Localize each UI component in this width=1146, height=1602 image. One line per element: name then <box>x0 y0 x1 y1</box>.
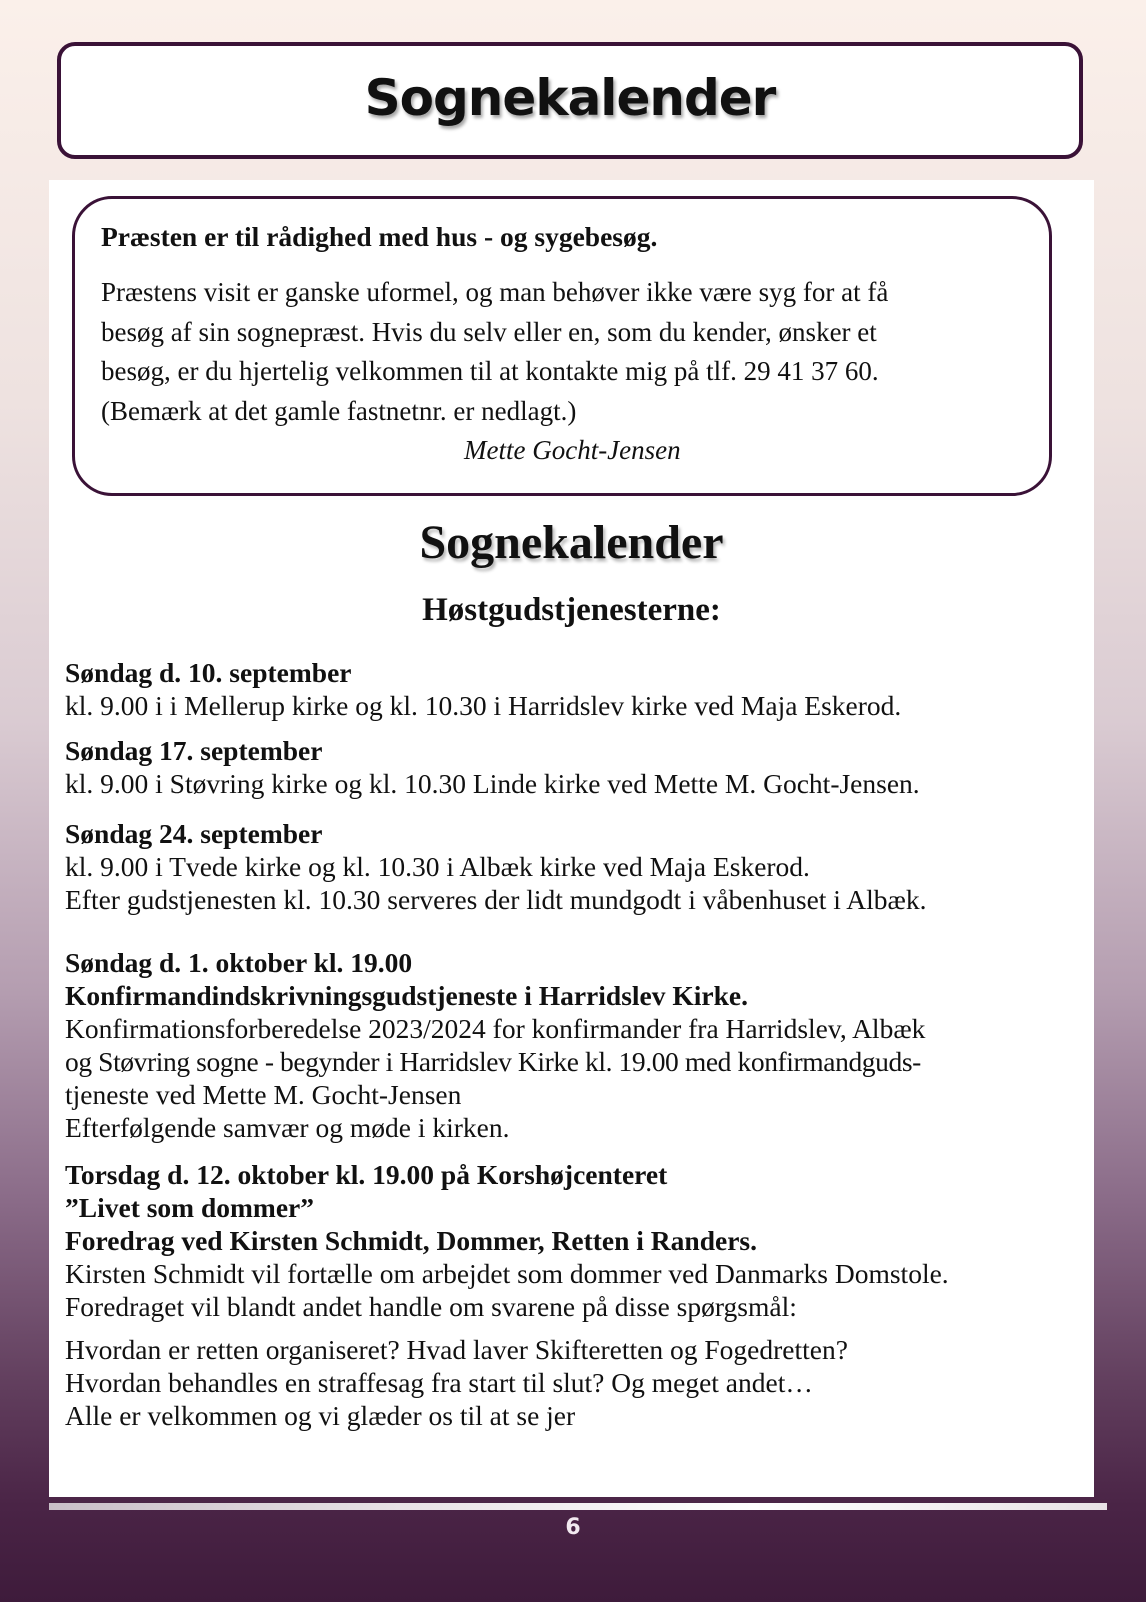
event-heading: Konfirmandindskrivningsgudstjeneste i Harridslev Kirke. <box>65 980 748 1011</box>
event-line: og Støvring sogne - begynder i Harridslev Kirke kl. 19.00 med konfirmandguds- <box>65 1046 921 1077</box>
event-item <box>65 817 1090 916</box>
event-line: Hvordan er retten organiseret? Hvad laver Skifteretten og Fogedretten? <box>65 1334 848 1365</box>
calendar-title: Sognekalender <box>419 516 724 569</box>
event-line: tjeneste ved Mette M. Gocht-Jensen <box>65 1079 462 1110</box>
event-line: Efterfølgende samvær og møde i kirken. <box>65 1112 510 1143</box>
event-line: kl. 9.00 i i Mellerup kirke og kl. 10.30 i Harridslev kirke ved Maja Eskerod. <box>65 690 902 721</box>
event-line: Foredraget vil blandt andet handle om svarene på disse spørgsmål: <box>65 1291 797 1322</box>
event-line: Hvordan behandles en straffesag fra start til slut? Og meget andet… <box>65 1367 813 1398</box>
event-line: Kirsten Schmidt vil fortælle om arbejdet som dommer ved Danmarks Domstole. <box>65 1258 949 1289</box>
event-heading: ”Livet som dommer” <box>65 1192 314 1223</box>
event-item <box>65 656 1090 722</box>
calendar-subtitle: Høstgudstjenesterne: <box>422 592 721 628</box>
page-content <box>49 180 1094 1497</box>
visit-line: besøg, er du hjertelig velkommen til at kontakte mig på tlf. 29 41 37 60. <box>101 356 879 386</box>
footer-divider <box>49 1503 1107 1510</box>
visit-signature: Mette Gocht-Jensen <box>464 435 681 465</box>
event-item <box>65 1333 1090 1432</box>
event-heading: Søndag 17. september <box>65 735 323 766</box>
header-box <box>57 42 1083 159</box>
event-item <box>65 1158 1090 1323</box>
event-line: Konfirmationsforberedelse 2023/2024 for konfirmander fra Harridslev, Albæk <box>65 1013 926 1044</box>
event-line: kl. 9.00 i Støvring kirke og kl. 10.30 Linde kirke ved Mette M. Gocht-Jensen. <box>65 768 920 799</box>
event-heading: Søndag d. 1. oktober kl. 19.00 <box>65 947 413 978</box>
event-line: Alle er velkommen og vi glæder os til at se jer <box>65 1400 576 1431</box>
event-heading: Torsdag d. 12. oktober kl. 19.00 på Korshøjcenteret <box>65 1159 668 1190</box>
event-line: kl. 9.00 i Tvede kirke og kl. 10.30 i Albæk kirke ved Maja Eskerod. <box>65 851 810 882</box>
visit-line: Præstens visit er ganske uformel, og man behøver ikke være syg for at få <box>101 277 889 307</box>
header-title: Sognekalender <box>364 68 776 127</box>
page-number: 6 <box>565 1515 581 1540</box>
event-item <box>65 946 1090 1144</box>
event-heading: Søndag d. 10. september <box>65 657 352 688</box>
event-heading: Foredrag ved Kirsten Schmidt, Dommer, Retten i Randers. <box>65 1225 757 1256</box>
visit-line: besøg af sin sognepræst. Hvis du selv eller en, som du kender, ønsker et <box>101 316 877 347</box>
event-line: Efter gudstjenesten kl. 10.30 serveres der lidt mundgodt i våbenhuset i Albæk. <box>65 884 927 915</box>
event-list <box>65 656 1090 1432</box>
event-item <box>65 734 1090 800</box>
visit-info-box <box>72 196 1052 496</box>
event-heading: Søndag 24. september <box>65 818 323 849</box>
visit-line: (Bemærk at det gamle fastnetnr. er nedlagt.) <box>101 395 577 426</box>
visit-heading: Præsten er til rådighed med hus - og sygebesøg. <box>101 221 658 252</box>
